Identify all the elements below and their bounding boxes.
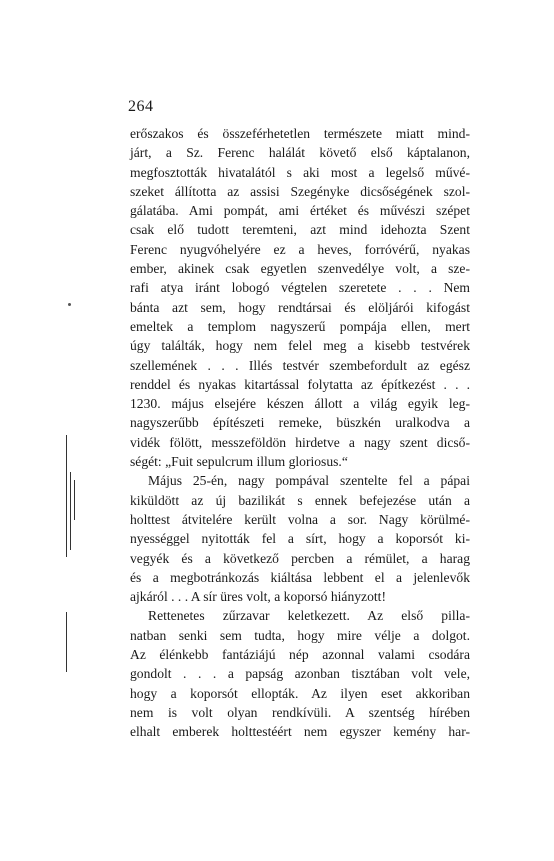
text-line: megfosztották hivatalától s aki most a legelső művé- [130, 164, 470, 180]
text-line: úgy találták, hogy nem felel meg a kisebb testvérek [130, 338, 470, 354]
text-line: gondolt . . . a papság azonban tisztában volt vele, [130, 666, 470, 682]
text-line: kiküldött az új bazilikát s ennek befejezése után a [130, 492, 470, 508]
text-line: Az élénkebb fantáziájú nép azonnal valami csodára [130, 647, 470, 663]
margin-rule [70, 472, 71, 550]
text-line: csak elő tudott teremteni, azt mind idehozta Szent [130, 222, 470, 238]
text-line: ajkáról . . . A sír üres volt, a koporsó hiányzott! [130, 589, 386, 605]
text-line: emeltek a templom nagyszerű pompája ellen, mert [130, 318, 470, 334]
text-line: gálatába. Ami pompát, ami értéket és művészi szépet [130, 203, 470, 219]
text-line: bánta azt sem, hogy rendtársai és elöljárói kifogást [130, 299, 470, 315]
text-line: hogy a koporsót ellopták. Az ilyen eset akkoriban [130, 685, 470, 701]
text-line: rafi atya iránt lobogó végtelen szeretete . . . Nem [130, 280, 470, 296]
text-line: szeket állította az assisi Szegényke dicsőségének szol- [130, 183, 470, 199]
text-line: vegyék és a következő percben a rémület, a harag [130, 550, 470, 566]
margin-rule [74, 480, 75, 520]
text-line: Ferenc nyugvóhelyére ez a heves, forróvérű, nyakas [130, 241, 470, 257]
text-line: renddel és nyakas kitartással folytatta az építkezést . . . [130, 376, 470, 392]
text-line: natban senki sem tudta, hogy mire vélje a dolgot. [130, 627, 470, 643]
body-text [130, 124, 470, 742]
text-line: járt, a Sz. Ferenc halálát követő első káptalanon, [130, 145, 470, 161]
text-line: elhalt emberek holttestéért nem egyszer kemény har- [130, 724, 470, 740]
text-line: Május 25-én, nagy pompával szentelte fel a pápai [148, 473, 470, 489]
margin-mark [68, 303, 71, 306]
text-line: erőszakos és összeférhetetlen természete miatt mind- [130, 126, 470, 141]
margin-rule [66, 612, 67, 672]
text-line: nem is volt olyan rendkívüli. A szentség hírében [130, 704, 470, 720]
margin-rule [66, 435, 67, 557]
text-line: ségét: „Fuit sepulcrum illum gloriosus.“ [130, 454, 348, 470]
text-line: holttest átvitelére került volna a sor. Nagy körülmé- [130, 511, 470, 527]
text-line: ember, akinek csak egyetlen szenvedélye volt, a sze- [130, 261, 470, 277]
text-line: nagyszerűbb építészeti remeke, büszkén uralkodva a [130, 415, 470, 431]
text-line: 1230. május elsejére készen állott a világ egyik leg- [130, 396, 470, 412]
text-line: Rettenetes zűrzavar keletkezett. Az első pilla- [148, 608, 470, 624]
text-line: és a megbotránkozás kiáltása lebbent el a jelenlevők [130, 569, 470, 585]
page-number: 264 [128, 98, 154, 115]
text-line: nyességgel nyitották fel a sírt, hogy a koporsót ki- [130, 531, 470, 547]
text-line: vidék fölött, messzeföldön hirdetve a nagy szent dicső- [130, 434, 470, 450]
text-line: szellemének . . . Illés testvér szembefordult az egész [130, 357, 470, 373]
